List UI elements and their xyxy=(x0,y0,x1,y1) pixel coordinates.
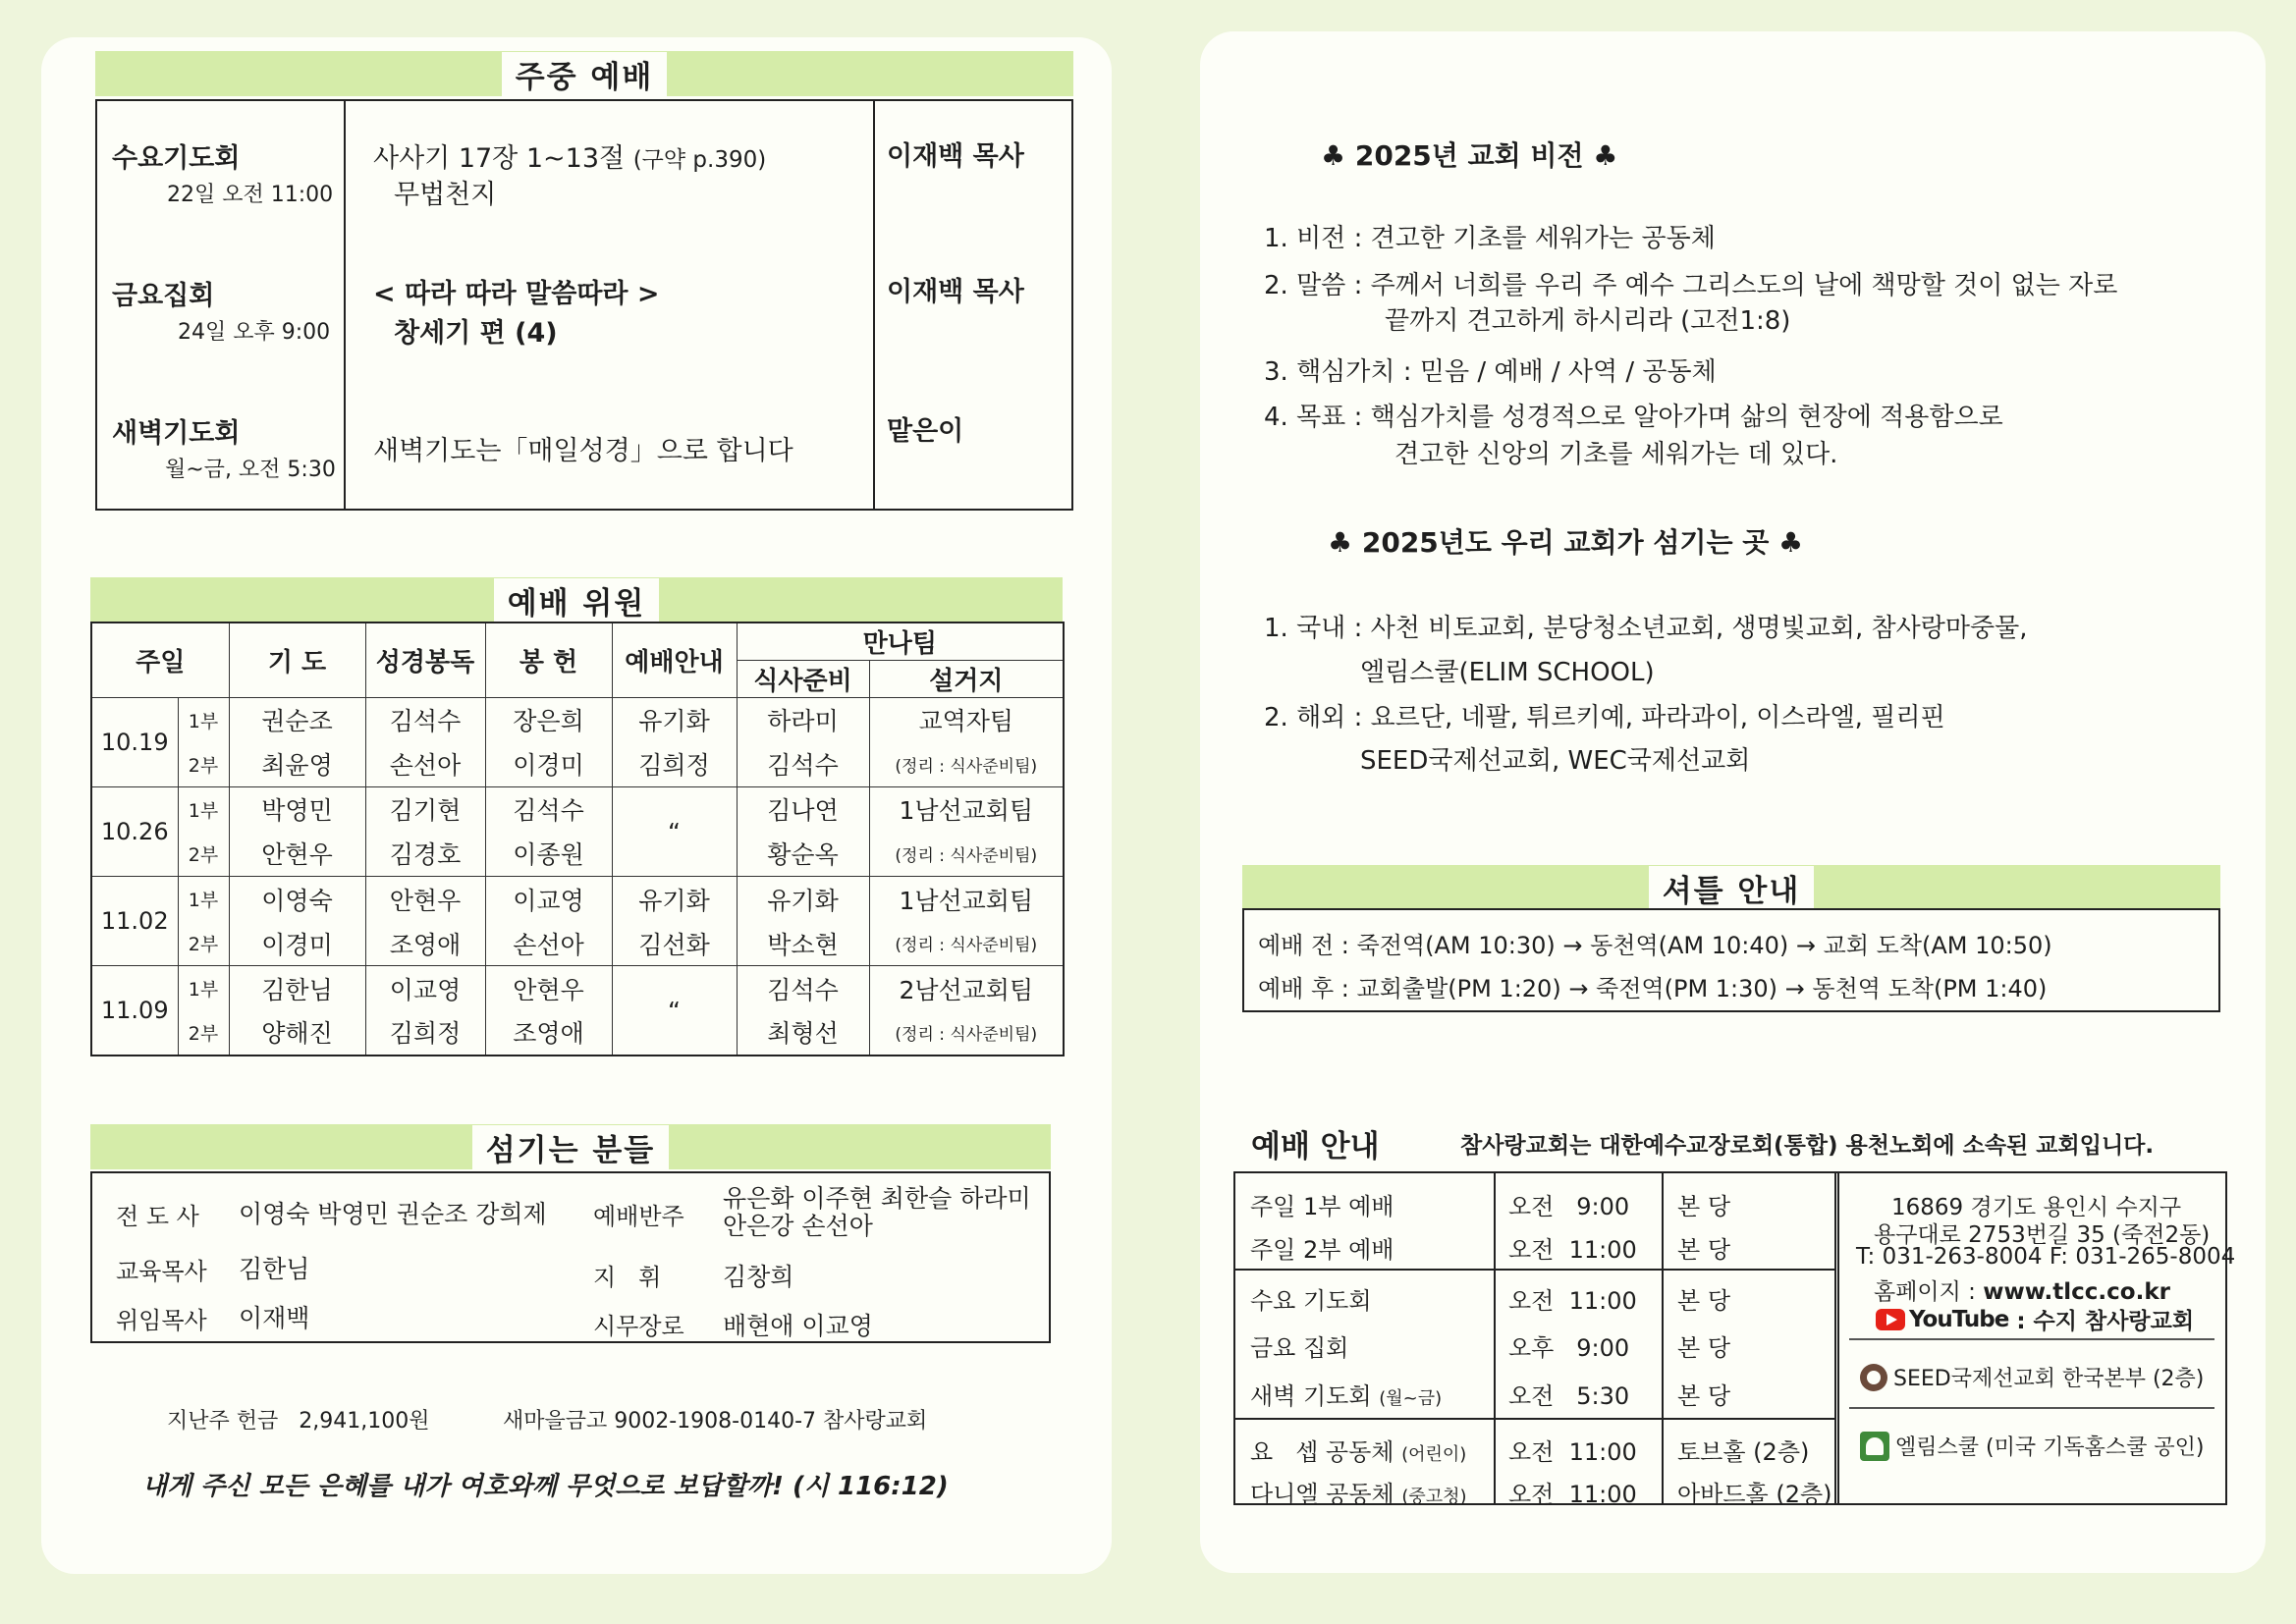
bible-verse: 내게 주신 모든 은혜를 내가 여호와께 무엇으로 보답할까! (시 116:12) xyxy=(142,1472,949,1501)
col-header-prep: 식사준비 xyxy=(737,661,869,698)
weekday-leader: 이재백 목사 xyxy=(887,277,1024,307)
reading-name: 조영애 xyxy=(365,921,485,966)
service-time: 오전 9:00 xyxy=(1508,1193,1630,1220)
service-time: 오후 9:00 xyxy=(1508,1334,1630,1362)
reading-name: 김석수 xyxy=(365,698,485,742)
committee-heading: 예배 위원 xyxy=(90,577,1063,623)
service-time: 오전 11:00 xyxy=(1508,1481,1637,1508)
offering-line: 지난주 헌금 2,941,100원 xyxy=(167,1409,430,1434)
weekday-name: 수요기도회 xyxy=(112,143,241,174)
part-label: 1부 xyxy=(178,787,229,832)
weekday-name: 금요집회 xyxy=(112,281,215,311)
staff-label: 예배반주 xyxy=(593,1203,684,1230)
offering-name: 손선아 xyxy=(485,921,612,966)
service-place: 토브홀 (2층) xyxy=(1677,1438,1810,1466)
dishes-team: 1남선교회팀 xyxy=(869,787,1064,832)
weekday-content: 사사기 17장 1~13절 (구약 p.390) xyxy=(373,143,767,174)
offering-name: 장은희 xyxy=(485,698,612,742)
staff-box xyxy=(90,1171,1051,1343)
weekday-table xyxy=(95,99,1073,511)
service-time: 오전 5:30 xyxy=(1508,1382,1630,1410)
prayer-name: 박영민 xyxy=(229,787,365,832)
dishes-team: 교역자팀 xyxy=(869,698,1064,742)
staff-names: 김창희 xyxy=(723,1263,794,1291)
service-name: 새벽 기도회 (월~금) xyxy=(1250,1382,1443,1410)
prep-name: 김석수 xyxy=(737,966,869,1010)
offering-name: 이종원 xyxy=(485,832,612,877)
dishes-note: (정리 : 식사준비팀) xyxy=(869,832,1064,877)
weekday-heading: 주중 예배 xyxy=(95,51,1073,96)
info-divider xyxy=(1849,1338,2214,1340)
part-label: 1부 xyxy=(178,966,229,1010)
youtube-logo: YouTube xyxy=(1909,1306,2009,1332)
col-header-offering: 봉 헌 xyxy=(485,623,612,698)
prep-name: 하라미 xyxy=(737,698,869,742)
elim-line: 엘림스쿨 (미국 기독홈스쿨 공인) xyxy=(1860,1431,2204,1461)
service-time: 오전 11:00 xyxy=(1508,1438,1637,1466)
part-label: 1부 xyxy=(178,698,229,742)
reading-name: 김기현 xyxy=(365,787,485,832)
youtube-icon xyxy=(1876,1309,1905,1330)
part-label: 2부 xyxy=(178,1010,229,1056)
homepage-link[interactable]: www.tlcc.co.kr xyxy=(1983,1279,2170,1305)
weekday-time: 22일 오전 11:00 xyxy=(167,183,334,207)
prayer-name: 이영숙 xyxy=(229,877,365,921)
vision-item-cont: 끝까지 견고하게 하시리라 (고전1:8) xyxy=(1385,306,1791,336)
service-name: 주일 1부 예배 xyxy=(1250,1193,1394,1220)
shuttle-before: 예배 전 : 죽전역(AM 10:30) → 동천역(AM 10:40) → 교회 도착(AM 10:50) xyxy=(1258,932,2052,959)
week-date: 10.19 xyxy=(91,698,178,787)
service-name: 금요 집회 xyxy=(1250,1334,1349,1362)
dishes-note: (정리 : 식사준비팀) xyxy=(869,921,1064,966)
prayer-name: 권순조 xyxy=(229,698,365,742)
week-date: 11.02 xyxy=(91,877,178,966)
service-name: 수요 기도회 xyxy=(1250,1287,1372,1315)
church-address: 용구대로 2753번길 35 (죽전2동) xyxy=(1874,1222,2211,1248)
reading-name: 안현우 xyxy=(365,877,485,921)
staff-names: 이영숙 박영민 권순조 강희제 xyxy=(239,1200,547,1228)
service-place: 본 당 xyxy=(1677,1382,1730,1410)
staff-label: 전 도 사 xyxy=(116,1203,199,1230)
prayer-name: 안현우 xyxy=(229,832,365,877)
prep-name: 김석수 xyxy=(737,742,869,787)
prep-name: 박소현 xyxy=(737,921,869,966)
staff-label: 지 휘 xyxy=(593,1264,662,1291)
committee-table xyxy=(90,622,1065,1056)
mission-line: 엘림스쿨(ELIM SCHOOL) xyxy=(1360,658,1655,687)
reading-name: 김희정 xyxy=(365,1010,485,1056)
bank-account: 새마을금고 9002-1908-0140-7 참사랑교회 xyxy=(503,1409,928,1434)
col-header-prayer: 기 도 xyxy=(229,623,365,698)
weekday-time: 24일 오후 9:00 xyxy=(178,320,331,345)
offering-name: 안현우 xyxy=(485,966,612,1010)
dishes-team: 2남선교회팀 xyxy=(869,966,1064,1010)
shuttle-heading: 셔틀 안내 xyxy=(1242,865,2220,910)
shuttle-after: 예배 후 : 교회출발(PM 1:20) → 죽전역(PM 1:30) → 동천역 도착(PM 1:40) xyxy=(1258,975,2048,1002)
service-name: 주일 2부 예배 xyxy=(1250,1236,1394,1264)
staff-names: 이재백 xyxy=(239,1304,310,1332)
vision-item: 3. 핵심가치 : 믿음 / 예배 / 사역 / 공동체 xyxy=(1264,357,1717,387)
weekday-content: < 따라 따라 말씀따라 > xyxy=(373,279,660,309)
offering-name: 이경미 xyxy=(485,742,612,787)
prayer-name: 이경미 xyxy=(229,921,365,966)
prep-name: 유기화 xyxy=(737,877,869,921)
reading-name: 이교영 xyxy=(365,966,485,1010)
service-place: 본 당 xyxy=(1677,1193,1730,1220)
prayer-name: 양해진 xyxy=(229,1010,365,1056)
dishes-note: (정리 : 식사준비팀) xyxy=(869,742,1064,787)
service-place: 본 당 xyxy=(1677,1287,1730,1315)
part-label: 1부 xyxy=(178,877,229,921)
dishes-note: (정리 : 식사준비팀) xyxy=(869,1010,1064,1056)
staff-names: 배현애 이교영 xyxy=(723,1312,873,1340)
staff-names: 유은화 이주현 최한슬 하라미 xyxy=(723,1184,1031,1213)
week-date: 11.09 xyxy=(91,966,178,1056)
guide-name: “ xyxy=(612,966,737,1056)
guide-name: 유기화 xyxy=(612,877,737,921)
vision-item-cont: 견고한 신앙의 기초를 세워가는 데 있다. xyxy=(1394,440,1838,469)
service-name: 다니엘 공동체 (중고청) xyxy=(1250,1481,1467,1508)
mission-line: 1. 국내 : 사천 비토교회, 분당청소년교회, 생명빛교회, 참사랑마중물, xyxy=(1264,614,2028,643)
weekday-subcontent: 무법천지 xyxy=(394,180,497,210)
prayer-name: 최윤영 xyxy=(229,742,365,787)
vision-item: 4. 목표 : 핵심가치를 성경적으로 알아가며 삶의 현장에 적용함으로 xyxy=(1264,403,2003,432)
service-time: 오전 11:00 xyxy=(1508,1287,1637,1315)
col-header-sunday: 주일 xyxy=(91,623,229,698)
staff-names: 안은강 손선아 xyxy=(723,1212,873,1240)
vision-item: 2. 말씀 : 주께서 너희를 우리 주 예수 그리스도의 날에 책망할 것이 없는 자로 xyxy=(1264,271,2118,300)
part-label: 2부 xyxy=(178,921,229,966)
col-header-guide: 예배안내 xyxy=(612,623,737,698)
part-label: 2부 xyxy=(178,832,229,877)
part-label: 2부 xyxy=(178,742,229,787)
col-header-dishes: 설거지 xyxy=(869,661,1064,698)
service-place: 본 당 xyxy=(1677,1236,1730,1264)
service-box xyxy=(1233,1171,2236,1508)
weekday-subcontent: 창세기 편 (4) xyxy=(394,318,558,349)
vision-title: ♣ 2025년 교회 비전 ♣ xyxy=(1321,139,1618,172)
service-place: 아바드홀 (2층) xyxy=(1677,1481,1832,1508)
vision-item: 1. 비전 : 견고한 기초를 세워가는 공동체 xyxy=(1264,224,1716,253)
services-subtitle: 참사랑교회는 대한예수교장로회(통합) 용천노회에 소속된 교회입니다. xyxy=(1460,1133,2155,1159)
reading-name: 김경호 xyxy=(365,832,485,877)
weekday-content: 새벽기도는「매일성경」으로 합니다 xyxy=(373,436,793,466)
seed-logo-icon xyxy=(1860,1364,1887,1391)
guide-name: “ xyxy=(612,787,737,877)
guide-name: 김희정 xyxy=(612,742,737,787)
youtube-line[interactable] xyxy=(1876,1303,2194,1335)
services-title: 예배 안내 xyxy=(1251,1129,1380,1164)
offering-name: 김석수 xyxy=(485,787,612,832)
weekday-divider xyxy=(873,101,875,509)
service-divider xyxy=(1662,1173,1664,1503)
missions-title: ♣ 2025년도 우리 교회가 섬기는 곳 ♣ xyxy=(1328,526,1804,559)
staff-label: 교육목사 xyxy=(116,1258,207,1285)
staff-heading: 섬기는 분들 xyxy=(90,1124,1051,1169)
prayer-name: 김한님 xyxy=(229,966,365,1010)
info-divider xyxy=(1849,1407,2214,1409)
weekday-leader: 이재백 목사 xyxy=(887,141,1024,172)
weekday-time: 월~금, 오전 5:30 xyxy=(165,458,336,482)
offering-name: 조영애 xyxy=(485,1010,612,1056)
dishes-team: 1남선교회팀 xyxy=(869,877,1064,921)
service-row-divider xyxy=(1235,1269,1836,1271)
mission-line: SEED국제선교회, WEC국제선교회 xyxy=(1360,746,1751,776)
staff-label: 위임목사 xyxy=(116,1307,207,1334)
youtube-channel: : 수지 참사랑교회 xyxy=(2016,1309,2195,1334)
prep-name: 최형선 xyxy=(737,1010,869,1056)
church-phone: T: 031-263-8004 F: 031-265-8004 xyxy=(1856,1244,2236,1270)
church-homepage: 홈페이지 : www.tlcc.co.kr xyxy=(1874,1279,2170,1305)
mission-line: 2. 해외 : 요르단, 네팔, 튀르키예, 파라과이, 이스라엘, 필리핀 xyxy=(1264,703,1945,732)
church-address: 16869 경기도 용인시 수지구 xyxy=(1891,1195,2182,1220)
weekday-divider xyxy=(344,101,346,509)
reading-name: 손선아 xyxy=(365,742,485,787)
shuttle-box xyxy=(1242,908,2220,1012)
col-header-fellowship: 만나팀 xyxy=(737,623,1064,661)
col-header-reading: 성경봉독 xyxy=(365,623,485,698)
service-place: 본 당 xyxy=(1677,1334,1730,1362)
service-divider xyxy=(1494,1173,1496,1503)
service-name: 요 셉 공동체 (어린이) xyxy=(1250,1438,1467,1466)
seed-line: SEED국제선교회 한국본부 (2층) xyxy=(1860,1362,2204,1392)
service-row-divider xyxy=(1235,1418,1836,1420)
offering-name: 이교영 xyxy=(485,877,612,921)
prep-name: 황순옥 xyxy=(737,832,869,877)
elim-logo-icon xyxy=(1860,1432,1889,1461)
weekday-leader: 맡은이 xyxy=(887,416,964,447)
staff-label: 시무장로 xyxy=(593,1313,684,1340)
service-divider xyxy=(1834,1173,1839,1503)
guide-name: 김선화 xyxy=(612,921,737,966)
service-time: 오전 11:00 xyxy=(1508,1236,1637,1264)
prep-name: 김나연 xyxy=(737,787,869,832)
guide-name: 유기화 xyxy=(612,698,737,742)
weekday-name: 새벽기도회 xyxy=(112,418,241,449)
week-date: 10.26 xyxy=(91,787,178,877)
staff-names: 김한님 xyxy=(239,1255,310,1283)
